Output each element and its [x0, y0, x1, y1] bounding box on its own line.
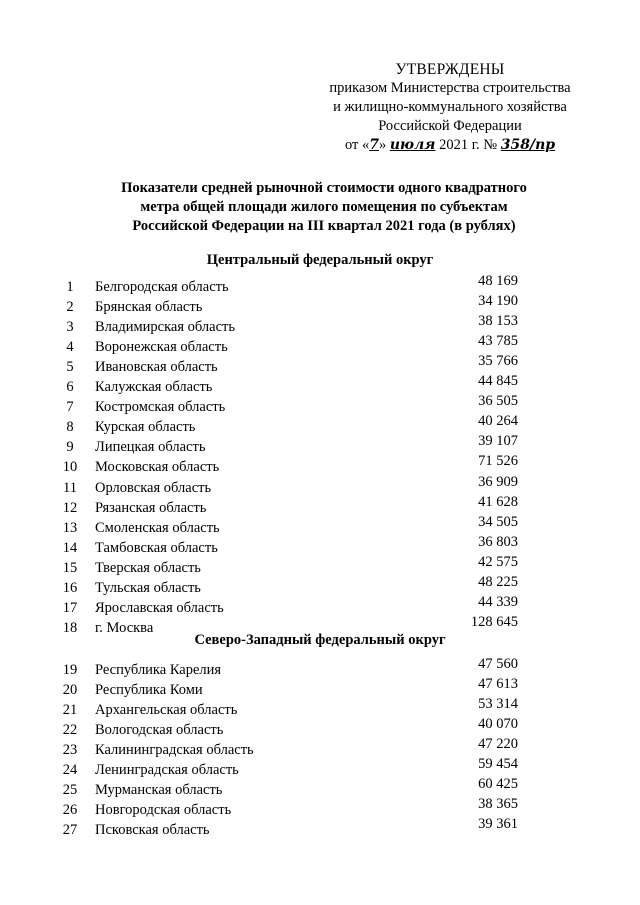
region-name: Воронежская область [95, 339, 228, 356]
row-number: 9 [66, 439, 74, 456]
price-value: 36 909 [478, 473, 518, 490]
table-row [0, 453, 640, 479]
price-value: 36 803 [478, 533, 518, 550]
row-number: 18 [62, 619, 78, 636]
row-number: 12 [62, 499, 78, 516]
table-row [0, 513, 640, 540]
region-name: Костромская область [95, 399, 226, 416]
row-number: 3 [66, 319, 74, 336]
price-value: 59 454 [478, 756, 518, 773]
price-value: 44 339 [478, 593, 518, 610]
price-value: 42 575 [478, 553, 518, 570]
price-value: 41 628 [478, 493, 518, 510]
region-name: Ярославская область [95, 599, 224, 616]
approval-heading: УТВЕРЖДЕНЫ [395, 61, 505, 78]
row-number: 8 [66, 419, 74, 436]
region-name: Тверская область [95, 559, 201, 576]
price-value: 47 220 [478, 736, 518, 753]
table-row [0, 736, 640, 762]
table-row [0, 353, 640, 379]
title-line-2: метра общей площади жилого помещения по субъектам [140, 199, 508, 215]
price-value: 38 153 [478, 313, 518, 330]
price-value: 60 425 [478, 776, 518, 793]
table-row [0, 393, 640, 419]
date-mid: » [378, 137, 387, 153]
row-number: 23 [62, 742, 78, 759]
district-heading: Центральный федеральный округ [206, 252, 434, 268]
region-name: Рязанская область [95, 499, 207, 516]
price-value: 71 526 [478, 453, 518, 470]
row-number: 16 [62, 579, 78, 596]
table-row [0, 413, 640, 439]
row-number: 14 [62, 539, 78, 556]
table-row [0, 373, 640, 399]
row-number: 19 [62, 662, 78, 678]
row-number: 22 [62, 722, 78, 739]
title-line-1: Показатели средней рыночной стоимости одного квадратного [121, 180, 527, 196]
region-name: Московская область [95, 459, 220, 476]
region-name: Брянская область [95, 299, 203, 316]
table-row [0, 796, 640, 822]
region-name: Орловская область [95, 479, 212, 496]
table-row [0, 473, 640, 500]
region-name: Мурманская область [95, 782, 223, 799]
price-value: 53 314 [478, 696, 518, 713]
table-row [0, 776, 640, 802]
date-month: июля [389, 137, 436, 153]
price-value: 128 645 [470, 613, 518, 630]
table-row [0, 656, 640, 682]
price-value: 35 766 [478, 353, 518, 370]
document-title [95, 179, 553, 236]
region-name: Тамбовская область [95, 539, 218, 556]
table-row [0, 696, 640, 722]
table-row [0, 716, 640, 742]
approval-line-2: и жилищно-коммунального хозяйства [333, 99, 567, 115]
table-row [0, 816, 640, 842]
row-number: 17 [62, 599, 78, 616]
title-line-3: Российской Федерации на III квартал 2021 года (в рублях) [132, 218, 516, 234]
table-row [0, 433, 640, 459]
table-row [0, 313, 640, 339]
price-value: 40 264 [478, 413, 518, 430]
approval-line-3: Российской Федерации [378, 118, 522, 134]
price-value: 47 613 [478, 676, 518, 693]
table-row [0, 593, 640, 620]
row-number: 11 [63, 479, 77, 496]
row-number: 15 [62, 559, 78, 576]
table-row [0, 553, 640, 580]
price-value: 38 365 [478, 796, 518, 813]
row-number: 21 [62, 702, 78, 719]
row-number: 26 [62, 802, 78, 819]
region-name: Белгородская область [95, 279, 229, 295]
region-name: Липецкая область [95, 439, 206, 456]
region-name: Владимирская область [95, 319, 235, 336]
region-name: г. Москва [95, 619, 154, 636]
price-value: 34 505 [478, 513, 518, 530]
table-row [0, 573, 640, 600]
region-name: Тульская область [95, 579, 201, 596]
region-name: Республика Карелия [95, 662, 222, 678]
row-number: 27 [62, 822, 78, 839]
region-name: Псковская область [95, 822, 210, 839]
table-row [0, 756, 640, 782]
row-number: 1 [66, 279, 74, 295]
region-name: Калининградская область [95, 742, 254, 759]
approval-line-1: приказом Министерства строительства [329, 80, 571, 96]
price-value: 43 785 [478, 333, 518, 350]
date-prefix: от « [344, 137, 370, 153]
row-number: 7 [66, 399, 74, 416]
row-number: 5 [66, 359, 74, 376]
table-row [0, 533, 640, 560]
region-name: Ивановская область [95, 359, 218, 376]
date-day: 7 [369, 137, 379, 153]
region-name: Архангельская область [95, 702, 238, 719]
approval-stamp [320, 60, 580, 155]
price-value: 44 845 [478, 373, 518, 390]
price-value: 48 225 [478, 573, 518, 590]
date-year: 2021 г. № [439, 137, 498, 153]
price-value: 47 560 [478, 656, 518, 672]
table-row [0, 273, 640, 299]
region-name: Калужская область [95, 379, 213, 396]
row-number: 4 [66, 339, 74, 356]
price-value: 48 169 [478, 273, 518, 289]
row-number: 13 [62, 519, 78, 536]
price-value: 40 070 [478, 716, 518, 733]
district-heading: Северо-Западный федеральный округ [194, 632, 446, 648]
price-value: 36 505 [478, 393, 518, 410]
table-row [0, 676, 640, 702]
row-number: 25 [62, 782, 78, 799]
region-name: Республика Коми [95, 682, 203, 699]
region-name: Смоленская область [95, 519, 220, 536]
region-name: Ленинградская область [95, 762, 239, 779]
order-number: 358/пр [500, 137, 556, 153]
price-value: 39 361 [478, 816, 518, 833]
approval-date-line [320, 136, 580, 155]
row-number: 20 [62, 682, 78, 699]
row-number: 10 [62, 459, 78, 476]
table-row [0, 293, 640, 319]
price-value: 34 190 [478, 293, 518, 310]
price-value: 39 107 [478, 433, 518, 450]
table-row [0, 493, 640, 520]
region-name: Вологодская область [95, 722, 224, 739]
row-number: 2 [66, 299, 74, 316]
table-row [0, 333, 640, 359]
row-number: 6 [66, 379, 74, 396]
row-number: 24 [62, 762, 78, 779]
region-name: Новгородская область [95, 802, 232, 819]
region-name: Курская область [95, 419, 196, 436]
